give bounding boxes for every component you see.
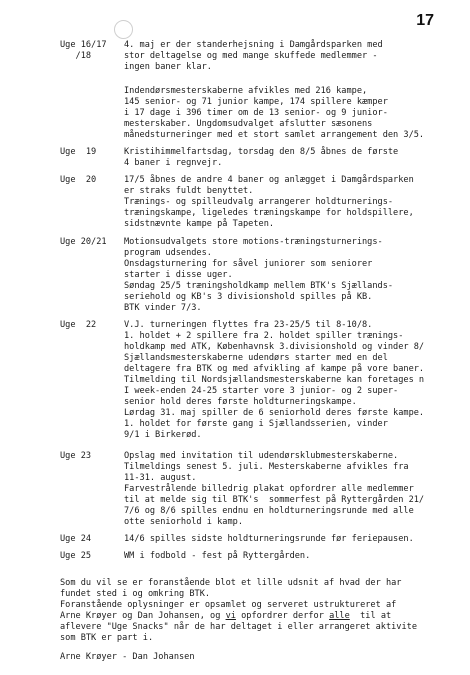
entry-line: Kristihimmelfartsdag, torsdag den 8/5 åbnes de første (124, 147, 399, 157)
entry-line: mesterskaber. Ungdomsudvalget afslutter sæsonens (124, 119, 373, 129)
entry-line: V.J. turneringen flyttes fra 23-25/5 til 8-10/8. (124, 320, 373, 330)
entry-line: Lørdag 31. maj spiller de 6 seniorhold deres første kampe. (124, 408, 425, 418)
entry-line: Farvestrålende billedrig plakat opfordrer alle medlemmer (124, 484, 414, 494)
punch-hole-mark (114, 20, 133, 39)
entry-line: program udsendes. (124, 248, 212, 258)
week-label: Uge 25 (60, 551, 92, 561)
entry-line: til at melde sig til BTK's sommerfest på Ryttergården 21/ (124, 495, 425, 505)
entry-line: deltagere fra BTK og med afvikling af kampe på vore baner. (124, 364, 425, 374)
footer-line-with-emphasis (60, 611, 391, 622)
entry-line: starter i disse uger. (124, 270, 233, 280)
entry-line: Sjællandsmesterskaberne udendørs starter med en del (124, 353, 388, 363)
entry-line: månedsturneringer med et stort samlet arrangement den 3/5. (124, 130, 425, 140)
week-label: Uge 16/17 (60, 40, 107, 50)
entry-line: Indendørsmesterskaberne afvikles med 216 kampe, (124, 86, 368, 96)
week-label: Uge 20 (60, 175, 97, 185)
entry-line: 11-31. august. (124, 473, 197, 483)
entry-line: 4 baner i regnvejr. (124, 158, 223, 168)
entry-line: Motionsudvalgets store motions-træningsturnerings- (124, 237, 383, 247)
signature: Arne Krøyer - Dan Johansen (60, 652, 195, 662)
entry-line: 14/6 spilles sidste holdturneringsrunde før feriepausen. (124, 534, 414, 544)
entry-line: 1. holdet + 2 spillere fra 2. holdet spiller trænings- (124, 331, 404, 341)
entry-line: 1. holdet for første gang i Sjællandsserien, vinder (124, 419, 388, 429)
entry-line: Opslag med invitation til udendørsklubmesterskaberne. (124, 451, 399, 461)
underlined-word-vi: vi (225, 611, 236, 621)
footer-text: opfordrer derfor (235, 611, 330, 621)
entry-line: BTK vinder 7/3. (124, 303, 202, 313)
entry-line: sidstnævnte kampe på Tapeten. (124, 219, 275, 229)
footer-line: aflevere "Uge Snacks" når de har deltaget i eller arrangeret aktivite (60, 622, 417, 632)
week-label: Uge 24 (60, 534, 92, 544)
entry-line: stor deltagelse og med mange skuffede medlemmer - (124, 51, 378, 61)
footer-line: som BTK er part i. (60, 633, 154, 643)
footer-line: Som du vil se er foranstående blot et lille udsnit af hvad der har (60, 578, 402, 588)
footer-line: Foranstående oplysninger er opsamlet og serveret ustruktureret af (60, 600, 397, 610)
entry-line: 7/6 og 8/6 spilles endnu en holdturneringsrunde med alle (124, 506, 414, 516)
entry-line: seriehold og KB's 3 divisionshold spilles på KB. (124, 292, 373, 302)
entry-line: Tilmelding til Nordsjællandsmesterskaberne kan foretages n (124, 375, 425, 385)
entry-line: er straks fuldt benyttet. (124, 186, 254, 196)
week-label: Uge 22 (60, 320, 97, 330)
entry-line: 9/1 i Birkerød. (124, 430, 202, 440)
entry-line: holdkamp med ATK, Københavnsk 3.divisionshold og vinder 8/ (124, 342, 425, 352)
entry-line: 145 senior- og 71 junior kampe, 174 spillere kæmper (124, 97, 388, 107)
week-label: Uge 19 (60, 147, 97, 157)
underlined-word-alle: alle (329, 611, 350, 621)
entry-line: 17/5 åbnes de andre 4 baner og anlægget i Damgårdsparken (124, 175, 414, 185)
entry-line: senior hold deres første holdturneringskampe. (124, 397, 357, 407)
footer-line: fundet sted i og omkring BTK. (60, 589, 211, 599)
week-label: Uge 23 (60, 451, 92, 461)
footer-text: Arne Krøyer og Dan Johansen, og (60, 611, 226, 621)
footer-text: til at (349, 611, 392, 621)
week-label: Uge 20/21 (60, 237, 107, 247)
entry-line: Søndag 25/5 træningsholdkamp mellem BTK's Sjællands- (124, 281, 394, 291)
entry-line: Trænings- og spilleudvalg arrangerer holdturnerings- (124, 197, 394, 207)
page-number: 17 (416, 12, 434, 29)
entry-line: WM i fodbold - fest på Ryttergården. (124, 551, 311, 561)
entry-line: Tilmeldings senest 5. juli. Mesterskaberne afvikles fra (124, 462, 409, 472)
entry-line: Onsdagsturnering for såvel juniorer som seniorer (124, 259, 373, 269)
entry-line: otte seniorhold i kamp. (124, 517, 243, 527)
entry-line: ingen baner klar. (124, 62, 212, 72)
entry-line: I week-enden 24-25 starter vore 3 junior- og 2 super- (124, 386, 399, 396)
entry-line: i 17 dage i 396 timer om de 13 senior- og 9 junior- (124, 108, 388, 118)
week-label-continued: /18 (60, 51, 92, 61)
entry-line: træningskampe, ligeledes træningskampe for holdspillere, (124, 208, 414, 218)
entry-line: 4. maj er der standerhejsning i Damgårdsparken med (124, 40, 383, 50)
